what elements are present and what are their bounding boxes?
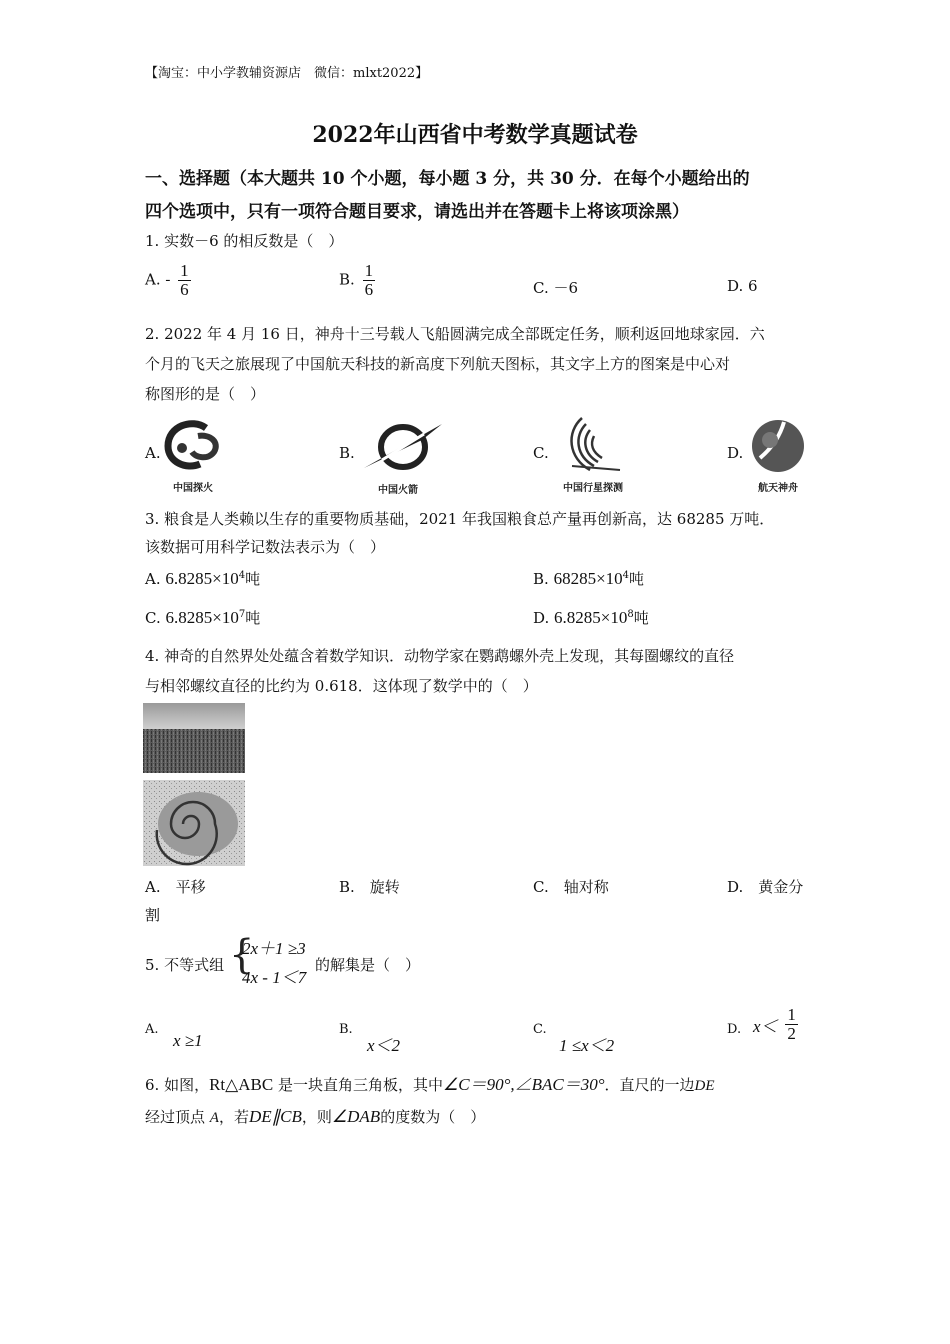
q5-option-d: x＜ $\frac{1}{2}$: [753, 1005, 796, 1043]
page-header: 【淘宝：中小学教辅资源店 微信：mlxt2022】: [145, 66, 429, 81]
q3-option-b: B. $68285\times 10^4$吨: [533, 569, 645, 588]
q2-stem-line1: 2. 2022 年 4 月 16 日，神舟十三号载人飞船圆满完成全部既定任务，顺利返回地球家园．六: [145, 325, 765, 343]
q5-option-d-label: D.: [727, 1022, 742, 1037]
section-heading-line2: 四个选项中，只有一项符合题目要求，请选出并在答题卡上将该项涂黑）: [145, 202, 689, 222]
q1-option-c: C. －6: [533, 279, 579, 297]
logo-caption-b: 中国火箭: [378, 485, 418, 496]
q5-inequality-1: 2x＋1 ≥3: [242, 939, 306, 958]
q5-option-a-label: A.: [145, 1022, 159, 1037]
q5-option-c: 1 ≤x＜2: [559, 1036, 615, 1055]
q6-line1: 6. 如图，Rt△ABC 是一块直角三角板，其中∠C＝90°,∠BAC＝30°．直尺的一边DE: [145, 1075, 715, 1094]
logo-caption-c: 中国行星探测: [563, 483, 623, 494]
q4-option-d-wrap: 割: [145, 906, 161, 924]
q4-stem-line2: 与相邻螺纹直径的比约为 0.618．这体现了数学中的（ ）: [145, 677, 538, 695]
q2-option-c-label: C.: [533, 444, 549, 462]
nautilus-photo: [143, 780, 245, 866]
field-photo: [143, 703, 245, 773]
q3-option-d: D. $6.8285\times 10^8$吨: [533, 608, 649, 627]
shenzhou-logo: [750, 418, 806, 474]
q5-inequality-2: 4x - 1＜7: [242, 968, 307, 987]
q4-stem-line1: 4. 神奇的自然界处处蕴含着数学知识．动物学家在鹦鹉螺外壳上发现，其每圈螺纹的直径: [145, 647, 735, 665]
q5-suffix: 的解集是（ ）: [315, 956, 421, 974]
q6-line2: 经过顶点 A，若DE∥CB，则∠DAB的度数为（ ）: [145, 1107, 486, 1126]
logo-caption-a: 中国探火: [173, 483, 213, 494]
page-title: 2022年山西省中考数学真题试卷: [312, 122, 638, 148]
rocket-logo: [362, 420, 444, 474]
system-brace: {: [229, 932, 255, 978]
q1-option-d: D. 6: [727, 277, 758, 295]
q5-option-b-label: B.: [339, 1022, 353, 1037]
q2-option-a-label: A.: [145, 444, 161, 462]
q2-option-b-label: B.: [339, 444, 355, 462]
q2-stem-line3: 称图形的是（ ）: [145, 385, 266, 403]
q3-option-a: A. $6.8285\times 10^4$吨: [145, 569, 261, 588]
q2-stem-line2: 个月的飞天之旅展现了中国航天科技的新高度下列航天图标，其文字上方的图案是中心对: [145, 355, 731, 373]
q1-option-b: B. $\frac{1}{6}$: [339, 261, 374, 299]
q4-option-d: D. 黄金分: [727, 878, 804, 896]
q5-option-c-label: C.: [533, 1022, 547, 1037]
logo-caption-d: 航天神舟: [758, 483, 798, 494]
planet-exploration-logo: [560, 414, 624, 476]
q3-stem-line2: 该数据可用科学记数法表示为（ ）: [145, 538, 386, 556]
q4-option-c: C. 轴对称: [533, 878, 609, 896]
q5-option-a: x ≥1: [173, 1031, 203, 1050]
q2-option-d-label: D.: [727, 444, 744, 462]
q4-option-b: B. 旋转: [339, 878, 400, 896]
q1-option-a: A. - $\frac{1}{6}$: [145, 261, 189, 299]
section-heading-line1: 一、选择题（本大题共 10 个小题，每小题 3 分，共 30 分．在每个小题给出的: [145, 169, 750, 189]
mars-exploration-logo: [162, 418, 224, 474]
q1-stem: 1. 实数－6 的相反数是（ ）: [145, 232, 344, 250]
q3-option-c: C. $6.8285\times 10^7$吨: [145, 608, 261, 627]
q4-option-a: A. 平移: [145, 878, 206, 896]
q5-option-b: x＜2: [367, 1036, 401, 1055]
q3-stem-line1: 3. 粮食是人类赖以生存的重要物质基础，2021 年我国粮食总产量再创新高，达 68285 万吨．: [145, 510, 775, 528]
q5-prefix: 5. 不等式组: [145, 956, 225, 974]
